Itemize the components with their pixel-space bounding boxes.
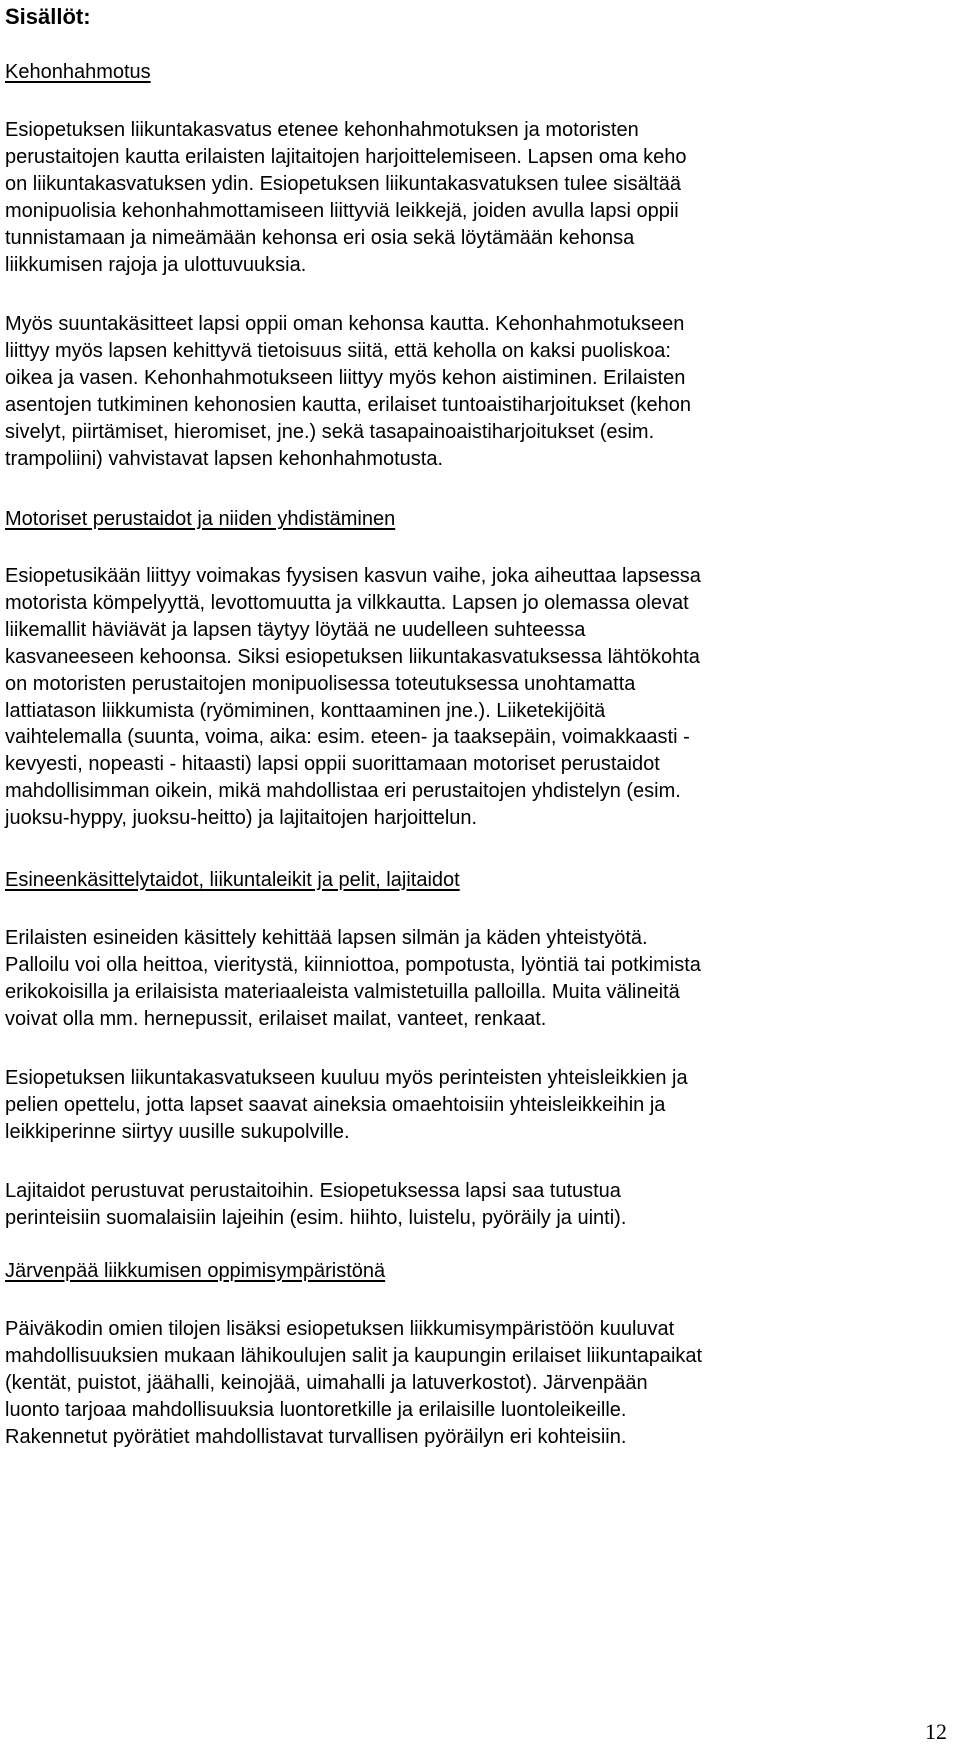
text-line: lattiatason liikkumista (ryömiminen, konttaaminen jne.). Liiketekijöitä — [5, 699, 606, 722]
section-heading-kehonhahmotus: Kehonhahmotus — [5, 61, 151, 83]
section-heading-esineenkasittelytaidot: Esineenkäsittelytaidot, liikuntaleikit ja pelit, lajitaidot — [5, 869, 460, 891]
text-line: oikea ja vasen. Kehonhahmotukseen liittyy myös kehon aistiminen. Erilaisten — [5, 366, 686, 389]
text-line: Esiopetuksen liikuntakasvatus etenee kehonhahmotuksen ja motoristen — [5, 119, 639, 141]
page-number: 12 — [925, 1719, 947, 1744]
text-line: Esiopetuksen liikuntakasvatukseen kuuluu myös perinteisten yhteisleikkien ja — [5, 1067, 688, 1089]
text-line: juoksu-hyppy, juoksu-heitto) ja lajitaitojen harjoittelun. — [5, 807, 478, 830]
paragraph — [5, 1065, 688, 1146]
text-line: erikokoisilla ja erilaisista materiaaleista valmistetuilla palloilla. Muita välineitä — [5, 980, 680, 1003]
text-line: on liikuntakasvatuksen ydin. Esiopetuksen liikuntakasvatuksen tulee sisältää — [5, 172, 681, 195]
text-line: voivat olla mm. hernepussit, erilaiset mailat, vanteet, renkaat. — [5, 1007, 547, 1030]
text-line: luonto tarjoaa mahdollisuuksia luontoretkille ja erilaisille luontoleikeille. — [5, 1398, 627, 1421]
text-line: on motoristen perustaitojen monipuolisessa toteutuksessa unohtamatta — [5, 672, 636, 695]
text-line: leikkiperinne siirtyy uusille sukupolville. — [5, 1120, 350, 1143]
text-line: kevyesti, nopeasti - hitaasti) lapsi oppii suorittamaan motoriset perustaidot — [5, 753, 660, 776]
text-line: Rakennetut pyörätiet mahdollistavat turvallisen pyöräilyn eri kohteisiin. — [5, 1425, 627, 1448]
text-line: sivelyt, piirtämiset, hieromiset, jne.) sekä tasapainoaistiharjoitukset (esim. — [5, 420, 655, 443]
text-line: trampoliini) vahvistavat lapsen kehonhahmotusta. — [5, 447, 444, 470]
text-line: Lajitaidot perustuvat perustaitoihin. Esiopetuksessa lapsi saa tutustua — [5, 1180, 621, 1202]
text-line: Esiopetusikään liittyy voimakas fyysisen kasvun vaihe, joka aiheuttaa lapsessa — [5, 565, 701, 587]
text-line: Palloilu voi olla heittoa, vieritystä, kiinniottoa, pompotusta, lyöntiä tai potkimista — [5, 953, 701, 976]
paragraph — [5, 117, 687, 278]
text-line: (kentät, puistot, jäähalli, keinojää, uimahalli ja latuverkostot). Järvenpään — [5, 1371, 648, 1394]
text-line: mahdollisuuksien mukaan lähikoulujen salit ja kaupungin erilaiset liikuntapaikat — [5, 1344, 703, 1367]
document-title: Sisällöt: — [5, 4, 91, 29]
text-line: perustaitojen kautta erilaisten lajitaitojen harjoittelemiseen. Lapsen oma keho — [5, 145, 687, 168]
text-line: pelien opettelu, jotta lapset saavat aineksia omaehtoisiin yhteisleikkeihin ja — [5, 1093, 666, 1116]
text-line: asentojen tutkiminen kehonosien kautta, erilaiset tuntoaistiharjoitukset (kehon — [5, 393, 691, 416]
text-line: liikkumisen rajoja ja ulottuvuuksia. — [5, 253, 307, 276]
text-line: vaihtelemalla (suunta, voima, aika: esim. eteen- ja taaksepäin, voimakkaasti - — [5, 726, 690, 749]
paragraph — [5, 311, 691, 472]
text-line: tunnistamaan ja nimeämään kehonsa eri osia sekä löytämään kehonsa — [5, 226, 635, 249]
paragraph — [5, 563, 701, 832]
text-line: monipuolisia kehonhahmottamiseen liittyviä leikkejä, joiden avulla lapsi oppii — [5, 199, 679, 222]
section-heading-motoriset-perustaidot: Motoriset perustaidot ja niiden yhdistäminen — [5, 508, 396, 530]
text-line: Myös suuntakäsitteet lapsi oppii oman kehonsa kautta. Kehonhahmotukseen — [5, 313, 685, 335]
text-line: kasvaneeseen kehoonsa. Siksi esiopetuksen liikuntakasvatuksessa lähtökohta — [5, 645, 700, 668]
text-line: liittyy myös lapsen kehittyvä tietoisuus siitä, että keholla on kaksi puoliskoa: — [5, 339, 671, 362]
text-line: liikemallit häviävät ja lapsen täytyy löytää ne uudelleen suhteessa — [5, 618, 586, 641]
paragraph — [5, 925, 701, 1033]
text-line: Päiväkodin omien tilojen lisäksi esiopetuksen liikkumisympäristöön kuuluvat — [5, 1318, 675, 1340]
text-line: mahdollisimman oikein, mikä mahdollistaa eri perustaitojen yhdistelyn (esim. — [5, 780, 681, 803]
text-line: motorista kömpelyyttä, levottomuutta ja vilkkautta. Lapsen jo olemassa olevat — [5, 591, 689, 614]
paragraph — [5, 1178, 626, 1232]
section-heading-jarvenpaa: Järvenpää liikkumisen oppimisympäristönä — [5, 1260, 386, 1282]
text-line: Erilaisten esineiden käsittely kehittää lapsen silmän ja käden yhteistyötä. — [5, 927, 648, 949]
paragraph — [5, 1316, 702, 1451]
text-line: perinteisiin suomalaisiin lajeihin (esim. hiihto, luistelu, pyöräily ja uinti). — [5, 1206, 627, 1229]
